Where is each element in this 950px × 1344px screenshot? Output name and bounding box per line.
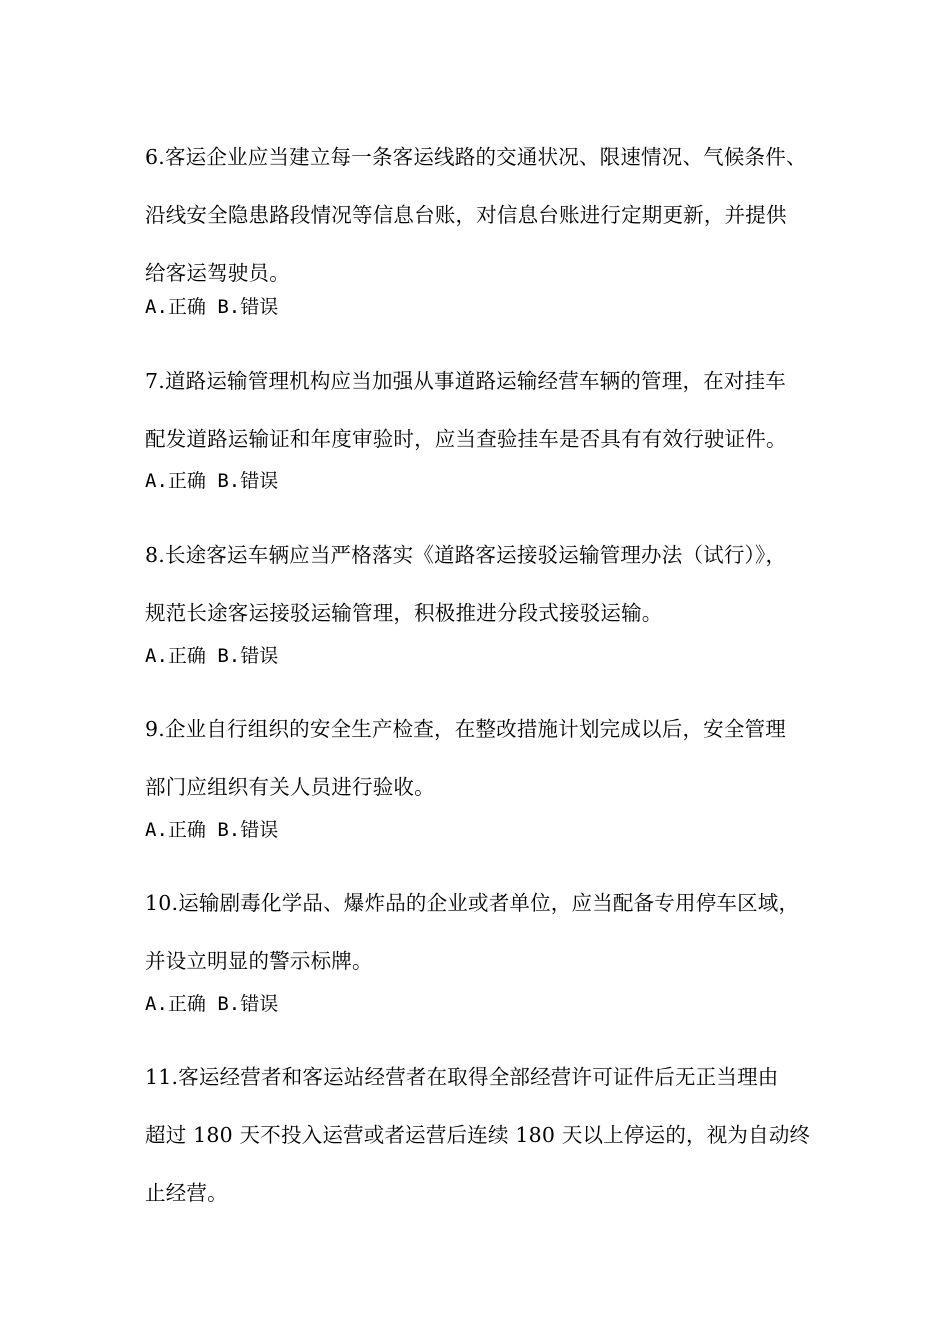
question-10-line-2: 并设立明显的警示标牌。 bbox=[145, 949, 373, 973]
question-8 bbox=[145, 526, 820, 642]
question-7 bbox=[145, 352, 820, 468]
question-8-line-1: 8.长途客运车辆应当严格落实《道路客运接驳运输管理办法（试行）》， bbox=[145, 543, 787, 567]
question-7-options: A.正确 B.错误 bbox=[145, 470, 279, 492]
question-6 bbox=[145, 128, 820, 302]
question-8-options: A.正确 B.错误 bbox=[145, 645, 279, 667]
question-6-options: A.正确 B.错误 bbox=[145, 296, 279, 318]
question-8-line-2: 规范长途客运接驳运输管理，积极推进分段式接驳运输。 bbox=[145, 601, 663, 625]
question-10-options-row bbox=[145, 989, 820, 1019]
question-7-options-row bbox=[145, 466, 820, 496]
question-10-line-1: 10.运输剧毒化学品、爆炸品的企业或者单位，应当配备专用停车区域， bbox=[145, 891, 800, 915]
question-9-options: A.正确 B.错误 bbox=[145, 819, 279, 841]
question-7-line-1: 7.道路运输管理机构应当加强从事道路运输经营车辆的管理，在对挂车 bbox=[145, 369, 786, 393]
question-11-line-1: 11.客运经营者和客运站经营者在取得全部经营许可证件后无正当理由 bbox=[145, 1065, 779, 1089]
question-6-line-2: 沿线安全隐患路段情况等信息台账，对信息台账进行定期更新，并提供 bbox=[145, 203, 787, 227]
question-10-options: A.正确 B.错误 bbox=[145, 993, 279, 1015]
question-11-line-3: 止经营。 bbox=[145, 1181, 228, 1205]
question-10 bbox=[145, 874, 820, 990]
question-8-options-row bbox=[145, 641, 820, 671]
question-6-line-1: 6.客运企业应当建立每一条客运线路的交通状况、限速情况、气候条件、 bbox=[145, 145, 807, 169]
question-7-line-2: 配发道路运输证和年度审验时，应当查验挂车是否具有有效行驶证件。 bbox=[145, 427, 787, 451]
question-9-line-2: 部门应组织有关人员进行验收。 bbox=[145, 775, 435, 799]
question-9-line-1: 9.企业自行组织的安全生产检查，在整改措施计划完成以后，安全管理 bbox=[145, 717, 786, 741]
question-9-options-row bbox=[145, 815, 820, 845]
question-6-options-row bbox=[145, 292, 820, 322]
question-11-line-2: 超过 180 天不投入运营或者运营后连续 180 天以上停运的，视为自动终 bbox=[145, 1123, 811, 1147]
question-9 bbox=[145, 700, 820, 816]
question-6-line-3: 给客运驾驶员。 bbox=[145, 261, 290, 285]
question-11 bbox=[145, 1048, 820, 1222]
